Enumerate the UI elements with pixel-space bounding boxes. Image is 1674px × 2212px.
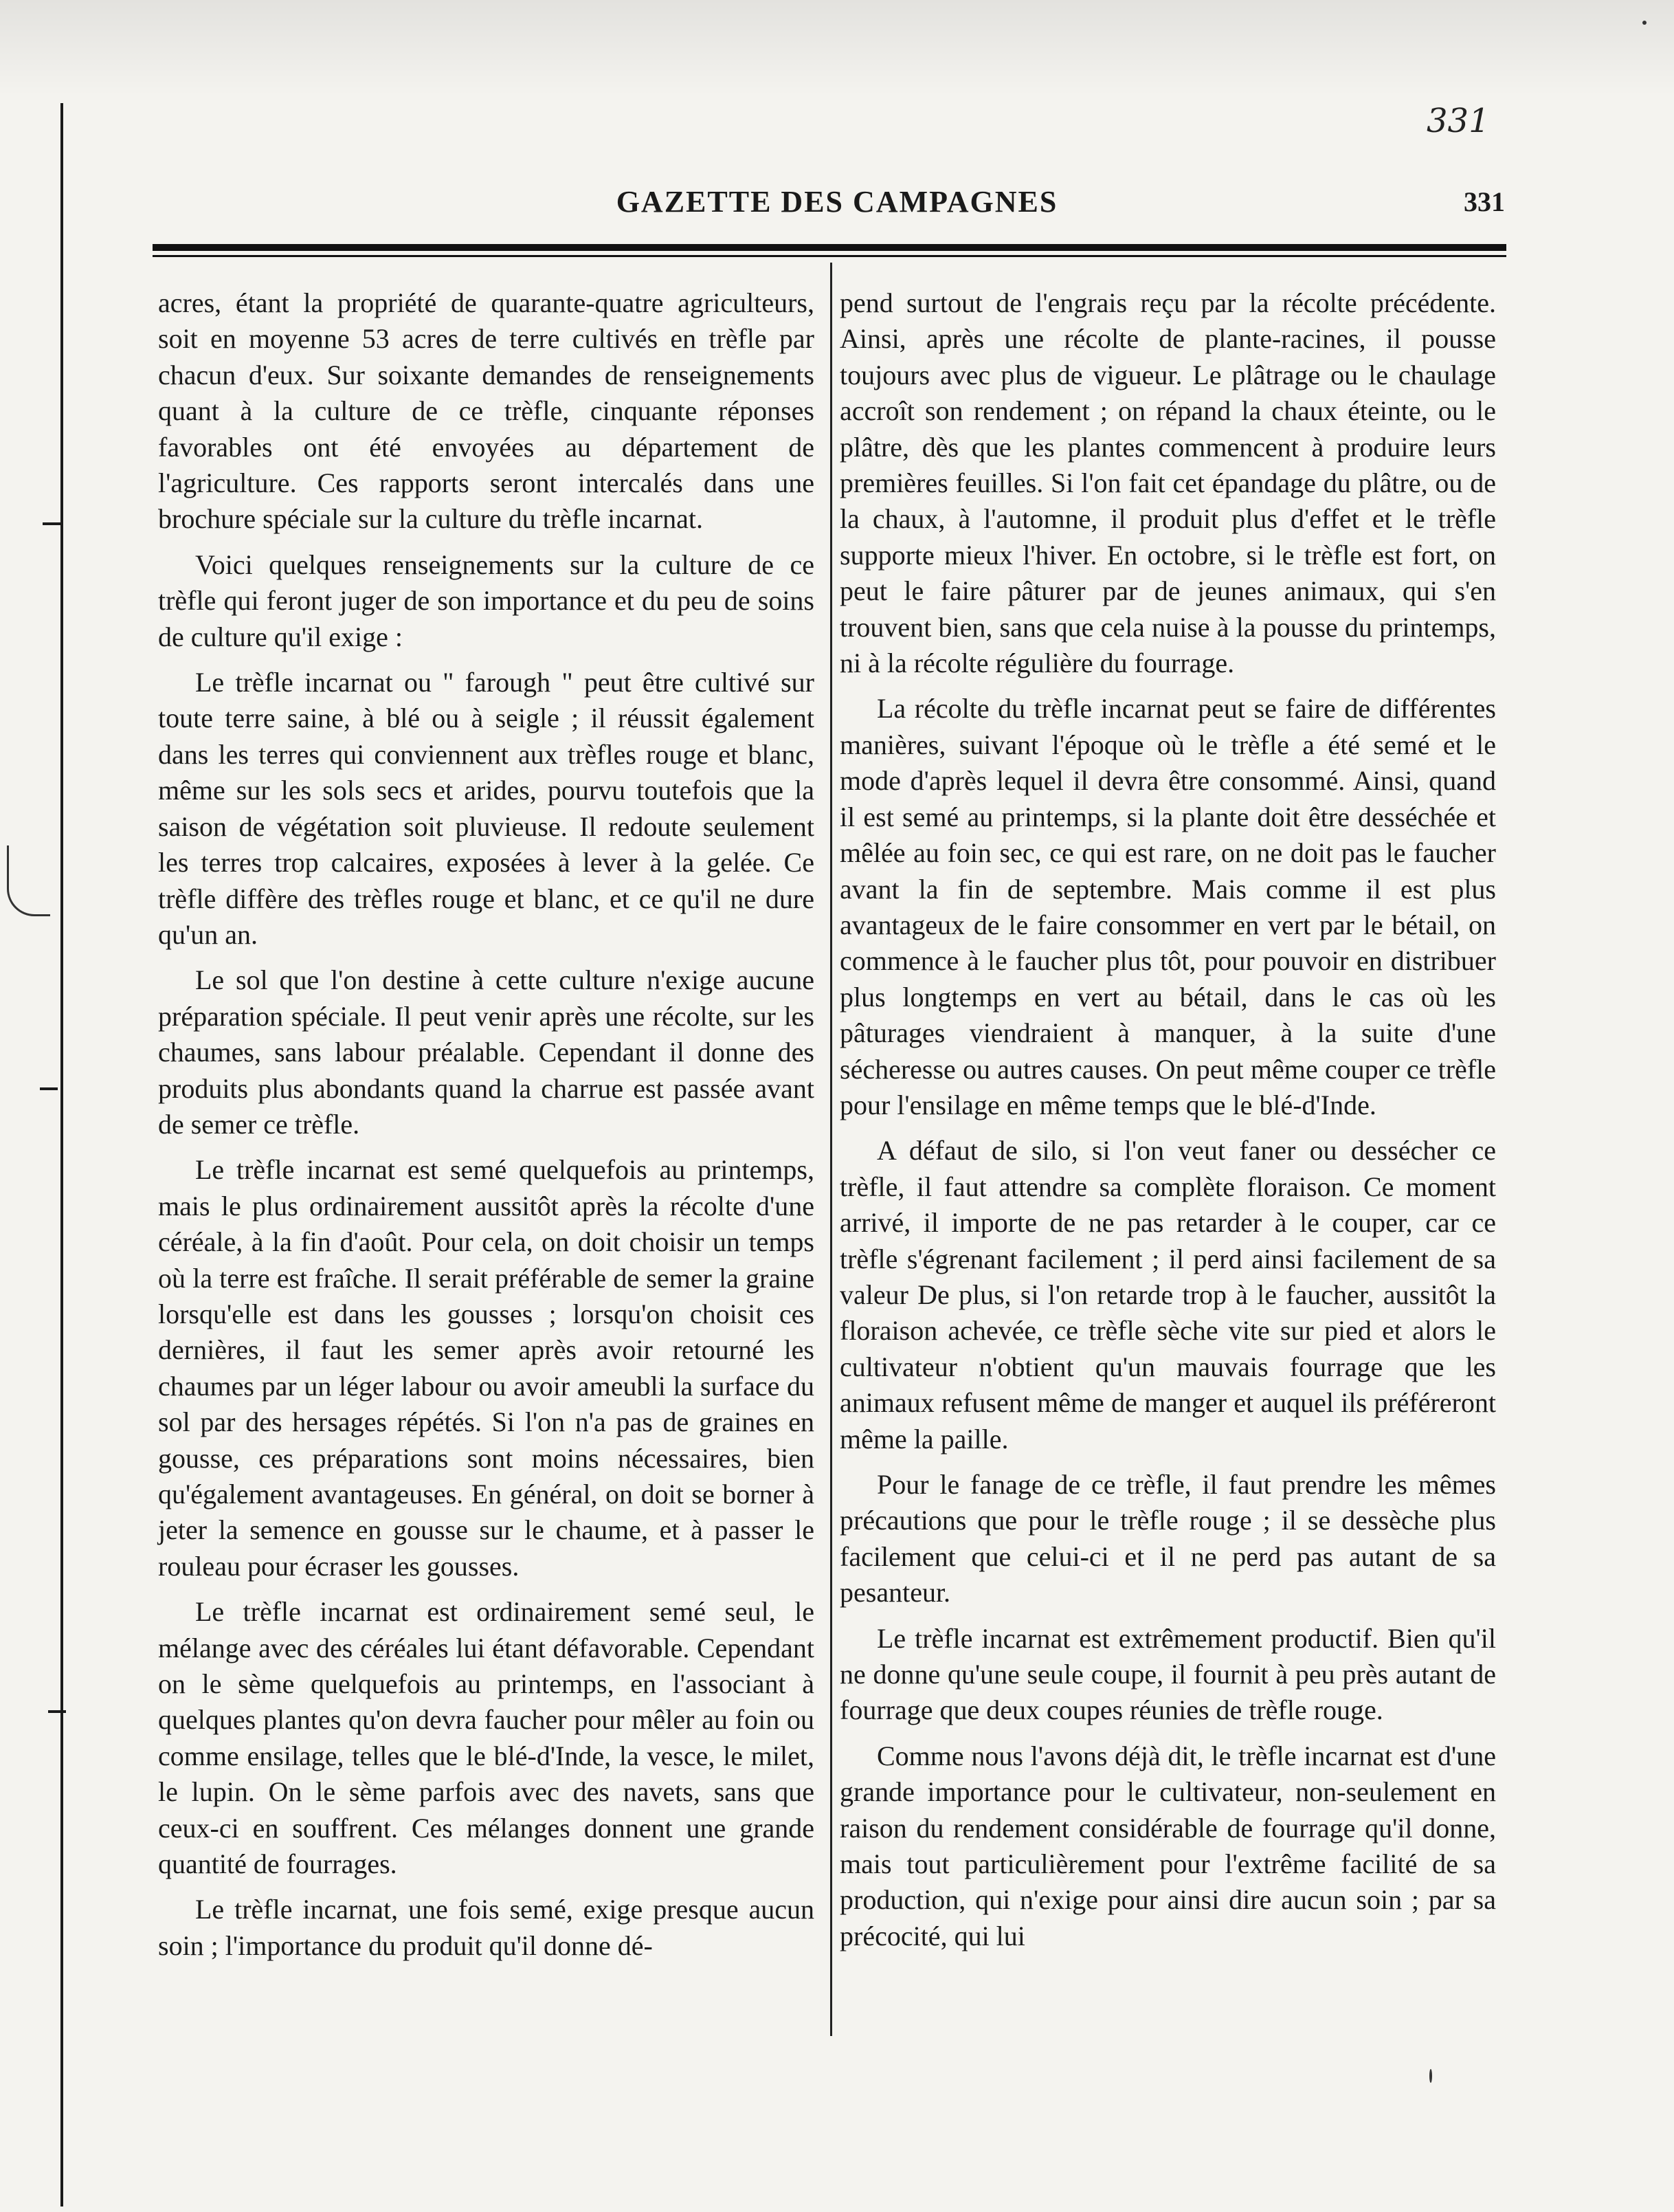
margin-mark	[7, 845, 50, 916]
scan-shading	[0, 0, 1674, 96]
paragraph: Le trèfle incarnat est semé quelquefois au printemps, mais le plus ordinairement aussitôt après la récolte d'une céréale, à la fin d'août. Pour cela, on doit choisir un temps où la terre est fraîche. Il serait préférable de semer la graine lorsqu'elle est dans les gousses ; lorsqu'on choisit ces dernières, il faut les semer après avoir retourné les chaumes par un léger labour ou avoir ameubli la surface du sol par des hersages répétés. Si l'on n'a pas de graines en gousse, ces préparations sont moins nécessaires, bien qu'également avantageuses. En général, on doit se borner à jeter la semence en gousse sur le chaume, et à passer le rouleau pour écraser les gousses.	[158, 1154, 814, 1582]
handwritten-page-number: 331	[1427, 102, 1490, 140]
paragraph: A défaut de silo, si l'on veut faner ou dessécher ce trèfle, il faut attendre sa complète floraison. Ce moment arrivé, il importe de ne pas retarder à le couper, car ce trèfle s'égrenant facilement ; il perd ainsi facilement de sa valeur De plus, si l'on retarde trop à le faucher, aussitôt la floraison achevée, ce trèfle sèche vite sur pied et alors le cultivateur n'obtient qu'un mauvais fourrage que les animaux refusent même de manger et auquel ils préféreront même la paille.	[840, 1135, 1496, 1455]
paragraph: Pour le fanage de ce trèfle, il faut prendre les mêmes précautions que pour le trèfle rouge ; il se dessèche plus facilement que celui-ci et il ne perd pas autant de sa pesanteur.	[840, 1469, 1496, 1608]
scan-speck	[1642, 21, 1647, 25]
right-column	[840, 285, 1496, 1964]
page-number: 331	[1464, 186, 1505, 217]
paragraph: Le trèfle incarnat, une fois semé, exige presque aucun soin ; l'importance du produit qu'il donne dé-	[158, 1894, 814, 1961]
column-divider	[830, 263, 832, 2036]
running-title: GAZETTE DES CAMPAGNES	[616, 185, 1058, 219]
binding-mark	[40, 1087, 58, 1090]
paragraph: Le trèfle incarnat est ordinairement semé seul, le mélange avec des céréales lui étant défavorable. Cependant on le sème quelquefois au printemps, en l'associant à quelques plantes qu'on devra faucher pour mêler au foin ou comme ensilage, telles que le blé-d'Inde, la vesce, le milet, le lupin. On le sème parfois avec des navets, sans que ceux-ci en souffrent. Ces mélanges donnent une grande quantité de fourrages.	[158, 1596, 814, 1880]
scan-speck	[1429, 2069, 1432, 2083]
paragraph: acres, étant la propriété de quarante-quatre agriculteurs, soit en moyenne 53 acres de terre cultivés en trèfle par chacun d'eux. Sur soixante demandes de renseignements quant à la culture de ce trèfle, cinquante réponses favorables ont été envoyées au département de l'agriculture. Ces rapports seront intercalés dans une brochure spéciale sur la culture du trèfle incarnat.	[158, 287, 814, 535]
left-column	[158, 285, 814, 1973]
paragraph: La récolte du trèfle incarnat peut se faire de différentes manières, suivant l'époque où le trèfle a été semé et le mode d'après lequel il devra être consommé. Ainsi, quand il est semé au printemps, si la plante doit être desséchée et mêlée au foin sec, ce qui est rare, on ne doit pas le faucher avant la fin de septembre. Mais comme il est plus avantageux de le faire consommer en vert par le bétail, on commence à le faucher plus tôt, pour pouvoir en distribuer plus longtemps en vert au bétail, dans le cas où les pâturages viendraient à manquer, à la suite d'une sécheresse ou autres causes. On peut même couper ce trèfle pour l'ensilage en même temps que le blé-d'Inde.	[840, 693, 1496, 1120]
paragraph: Comme nous l'avons déjà dit, le trèfle incarnat est d'une grande importance pour le cultivateur, non-seulement en raison du rendement considérable de fourrage qu'il donne, mais tout particulièrement pour l'extrême facilité de sa production, qui n'exige pour ainsi dire aucun soin ; par sa précocité, qui lui	[840, 1740, 1496, 1951]
paragraph: Le trèfle incarnat ou " farough " peut être cultivé sur toute terre saine, à blé ou à seigle ; il réussit également dans les terres qui conviennent aux trèfles rouge et blanc, même sur les sols secs et arides, pourvu toutefois que la saison de végétation soit pluvieuse. Il redoute seulement les terres trop calcaires, exposées à lever à la gelée. Ce trèfle diffère des trèfles rouge et blanc, et ce qu'il ne dure qu'un an.	[158, 667, 814, 950]
paragraph: Le trèfle incarnat est extrêmement productif. Bien qu'il ne donne qu'une seule coupe, il fournit à peu près autant de fourrage que deux coupes réunies de trèfle rouge.	[840, 1622, 1496, 1726]
paragraph: Voici quelques renseignements sur la culture de ce trèfle qui feront juger de son importance et du peu de soins de culture qu'il exige :	[158, 549, 814, 652]
paragraph: Le sol que l'on destine à cette culture n'exige aucune préparation spéciale. Il peut venir après une récolte, sur les chaumes, sans labour préalable. Cependant il donne des produits plus abondants quand la charrue est passée avant de semer ce trèfle.	[158, 964, 814, 1140]
paragraph: pend surtout de l'engrais reçu par la récolte précédente. Ainsi, après une récolte de plante-racines, il pousse toujours avec plus de vigueur. Le plâtrage ou le chaulage accroît son rendement ; on répand la chaux éteinte, ou le plâtre, dès que les plantes commencent à produire leurs premières feuilles. Si l'on fait cet épandage du plâtre, ou de la chaux, à l'automne, il produit plus d'effet et le trèfle supporte mieux l'hiver. En octobre, si le trèfle est fort, on peut le faire pâturer par de jeunes animaux, qui s'en trouvent bien, sans que cela nuise à la pousse du printemps, ni à la récolte régulière du fourrage.	[840, 287, 1496, 679]
binding-mark	[48, 1710, 66, 1713]
header-rule-thick	[153, 244, 1506, 251]
binding-line	[60, 103, 63, 2207]
binding-mark	[43, 522, 60, 525]
header-rule-thin	[153, 255, 1506, 257]
